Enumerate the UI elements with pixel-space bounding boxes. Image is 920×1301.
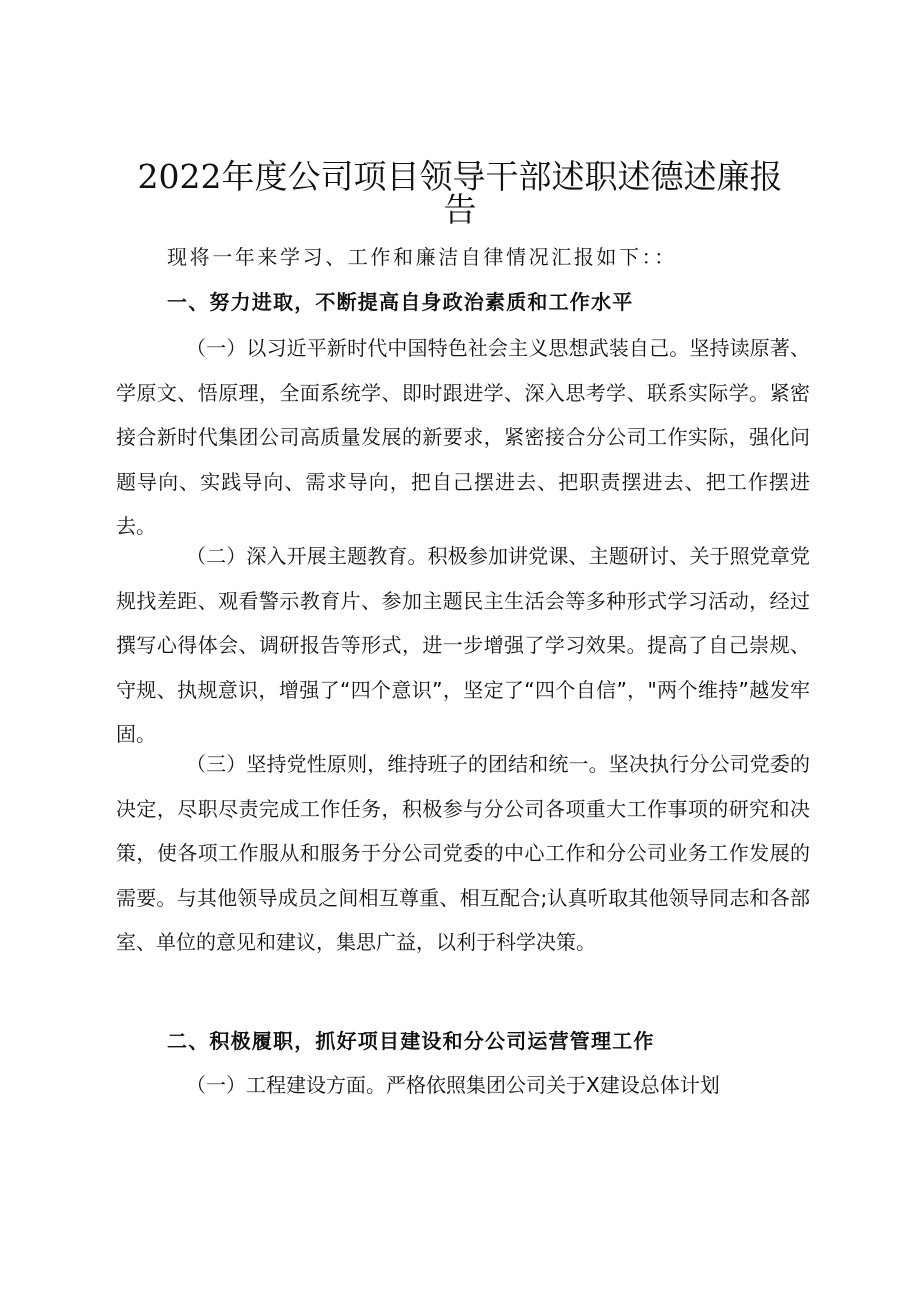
section-1-paragraph-2: （二）深入开展主题教育。积极参加讲党课、主题研讨、关于照党章党规找差距、观看警示教育片、参加主题民主生活会等多种形式学习活动，经过撰写心得体会、调研报告等形式，进一步增强了学习效果。提高了自己崇规、守规、执规意识，增强了“四个意识”，坚定了“四个自信”，"两个维持”越发牢固。: [116, 544, 810, 746]
document-title: [100, 157, 820, 229]
section-2-paragraph-1: （一）工程建设方面。严格依照集团公司关于X建设总体计划: [186, 1073, 720, 1097]
section-1-paragraph-1: （一）以习近平新时代中国特色社会主义思想武装自己。坚持读原著、学原文、悟原理，全面系统学、即时跟进学、深入思考学、联系实际学。紧密接合新时代集团公司高质量发展的新要求，紧密接合分公司工作实际，强化问题导向、实践导向、需求导向，把自己摆进去、把职责摆进去、把工作摆进去。: [116, 336, 810, 538]
section-1-paragraph-3: （三）坚持党性原则，维持班子的团结和统一。坚决执行分公司党委的决定，尽职尽责完成工作任务，积极参与分公司各项重大工作事项的研究和决策，使各项工作服从和服务于分公司党委的中心工作和分公司业务工作发展的需要。与其他领导成员之间相互尊重、相互配合;认真听取其他领导同志和各部室、单位的意见和建议，集思广益，以利于科学决策。: [116, 752, 810, 954]
intro-paragraph: 现将一年来学习、工作和廉洁自律情况汇报如下：：: [167, 245, 677, 269]
title-line-1: 2022年度公司项目领导干部述职述德述廉报: [137, 157, 783, 196]
section-2-heading: 二、积极履职，抓好项目建设和分公司运营管理工作: [167, 1029, 655, 1053]
title-line-2: 告: [443, 190, 477, 229]
section-1-heading: 一、努力进取，不断提高自身政治素质和工作水平: [167, 290, 634, 314]
